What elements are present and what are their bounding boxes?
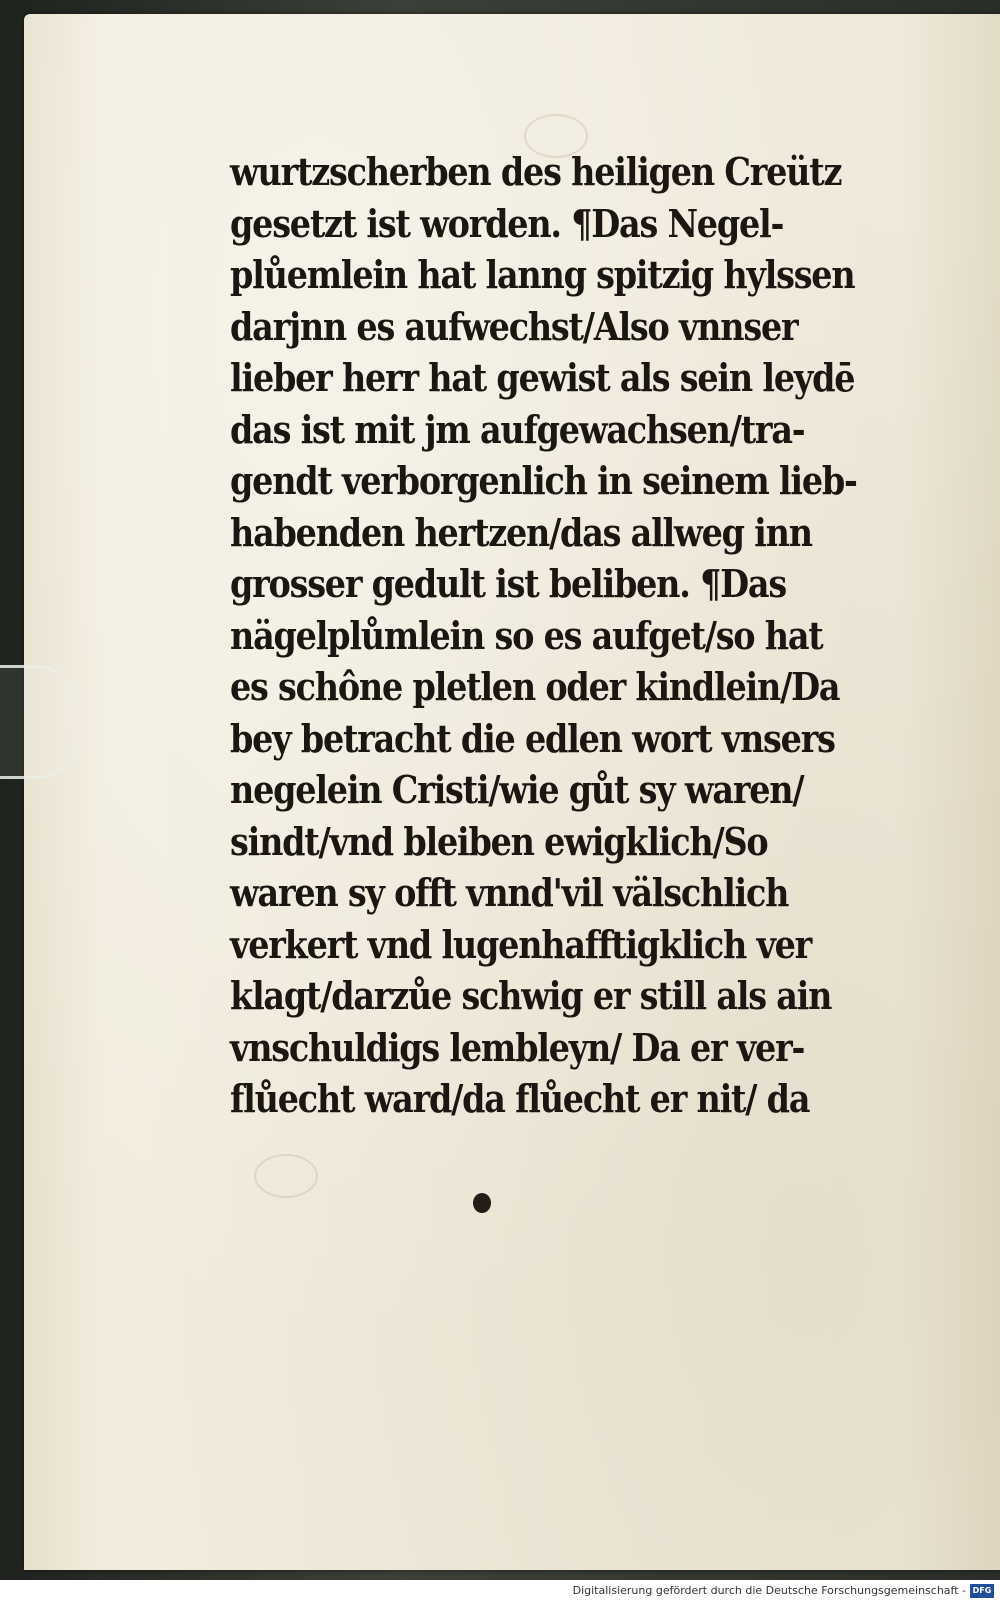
footer-bar (0, 1580, 1000, 1604)
text-line: lieber herr hat gewist als sein leydē (230, 355, 855, 400)
text-line: es schône pletlen oder kindlein/Da (230, 664, 840, 709)
text-line: grosser gedult ist beliben. ¶Das (230, 561, 786, 606)
text-line: nägelplůmlein so es aufget/so hat (230, 612, 823, 658)
text-line: vnschuldigs lembleyn/ Da er ver- (230, 1024, 805, 1070)
text-line: wurtzscherben des heiligen Creütz (230, 149, 842, 194)
show-through-mark (254, 1154, 318, 1198)
text-block (230, 146, 890, 1125)
text-line: darjnn es aufwechst/Also vnnser (230, 303, 798, 349)
text-line: plůemlein hat lanng spitzig hylssen (230, 252, 855, 297)
text-line: verkert vnd lugenhafftigklich ver (230, 921, 812, 967)
text-line: das ist mit jm aufgewachsen/tra- (230, 406, 805, 452)
footer-credit: Digitalisierung gefördert durch die Deutsche Forschungsgemeinschaft - (572, 1584, 966, 1597)
text-line: flůecht ward/da flůecht er nit/ da (230, 1076, 810, 1121)
text-line: negelein Cristi/wie gůt sy waren/ (230, 767, 804, 812)
text-line: klagt/darzůe schwig er still als ain (230, 973, 832, 1018)
page-clip-tab (0, 665, 81, 779)
book-page (24, 14, 1000, 1570)
text-line: waren sy offt vnnd'vil välschlich (230, 870, 789, 915)
text-line: gendt verborgenlich in seinem lieb- (230, 458, 857, 503)
dfg-logo-icon: DFG (970, 1584, 994, 1598)
text-line: gesetzt ist worden. ¶Das Negel- (230, 200, 784, 246)
text-line: sindt/vnd bleiben ewigklich/So (230, 818, 768, 864)
text-line: bey betracht die edlen wort vnsers (230, 715, 835, 761)
ink-dot (473, 1193, 491, 1213)
text-line: habenden hertzen/das allweg inn (230, 509, 812, 555)
